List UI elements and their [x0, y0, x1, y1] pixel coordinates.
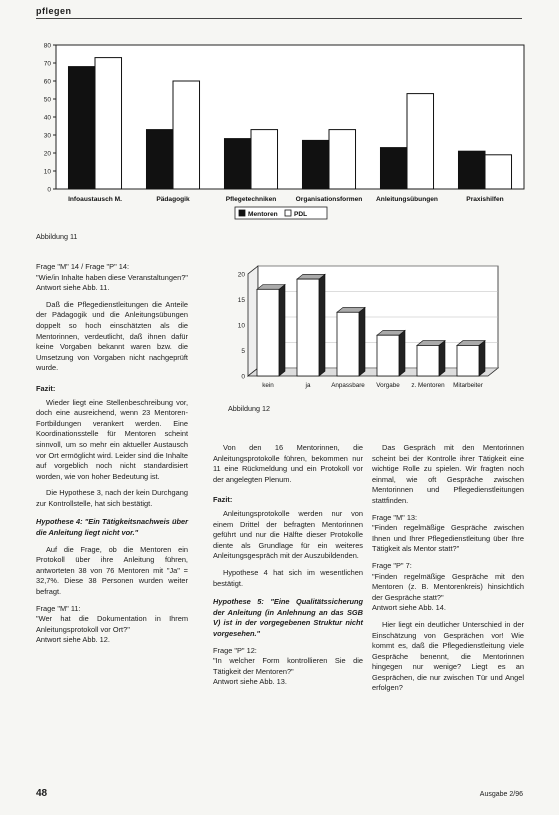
right-frage1: Frage "M" 13: — [372, 512, 418, 522]
middle-column — [213, 443, 363, 694]
bar-mentoren — [146, 130, 173, 189]
bar-side — [359, 307, 365, 376]
y-tick-label: 60 — [43, 78, 51, 86]
x-tick-label: Anpassbare — [331, 382, 365, 389]
bar-mentoren — [224, 139, 251, 189]
bar — [377, 335, 399, 376]
legend-label-pdl: PDL — [294, 211, 308, 218]
x-tick-label: Anleitungsübungen — [376, 196, 438, 203]
y-tick-label: 70 — [43, 60, 51, 68]
x-tick-label: Vorgabe — [376, 382, 400, 389]
y-tick-label: 50 — [43, 96, 51, 104]
right-question2: "Finden regelmäßige Gespräche mit den Mentoren (z. B. Mentorenkreis) hinsichtlich der Gespräche statt?" — [372, 571, 524, 602]
bar — [457, 345, 479, 376]
y-tick-label: 10 — [43, 168, 51, 176]
right-para1: Das Gespräch mit den Mentorinnen scheint bei der Kontrolle ihrer Tätigkeit eine wichtige Rolle zu spielen. Wir fragten noch einmal, wie oft Gespräche zwischen Mentorinnen und Pflegedienstleitungen stattfinden. — [372, 443, 524, 505]
y-tick-label: 15 — [237, 297, 245, 304]
x-tick-label: Pädagogik — [156, 196, 190, 203]
bar — [417, 345, 439, 376]
middle-para1: Von den 16 Mentorinnen, die Anleitungsprotokolle führen, bekommen nur 11 eine Rückmeldung und ein Protokoll vor der angelegten Plenum. — [213, 443, 363, 484]
side-wall — [248, 266, 258, 376]
right-para2: Hier liegt ein deutlicher Unterschied in der Einschätzung von Gesprächen vor! Wie kommt es, daß die Pflegedienstleitung viele Gespräche benennt, die Mentorinnen hingegen nur wenige? Liegt es an Gesprächen, die nur zwischen Tür und Angel erfolgen? — [372, 619, 524, 693]
x-tick-label: Mitarbeiter — [453, 382, 483, 389]
left-answer2: Antwort siehe Abb. 12. — [36, 635, 110, 645]
bar-pdl — [407, 94, 434, 189]
bar-side — [319, 274, 325, 376]
left-para2: Auf die Frage, ob die Mentoren ein Protokoll über ihre Anleitung führen, antworteten 38 von 76 Mentoren mit "Ja" = 32,7%. Diese 38 Personen wurden weiter befragt. — [36, 544, 188, 597]
caption-abbildung-12: Abbildung 12 — [228, 404, 270, 413]
right-question1: "Finden regelmäßige Gespräche zwischen Ihnen und Ihrer Pflegedienstleitung über Ihre Tätigkeit als Mentor statt?" — [372, 523, 524, 554]
bar-pdl — [95, 58, 122, 189]
y-tick-label: 20 — [43, 150, 51, 158]
caption-abbildung-11: Abbildung 11 — [36, 232, 78, 241]
middle-hyp5-title: Hypothese 5: "Eine Qualitätssicherung der Anleitung (in Anlehnung an das SGB V) ist in der vorgegebenen Struktur nicht vorgesehen." — [213, 597, 363, 638]
x-tick-label: Pflegetechniken — [225, 196, 277, 203]
left-hyp4-title: Hypothese 4: "Ein Tätigkeitsnachweis über die Anleitung liegt nicht vor." — [36, 517, 188, 538]
bar — [337, 312, 359, 376]
y-tick-label: 20 — [237, 271, 245, 279]
bar — [297, 279, 319, 376]
x-tick-label: Organisationsformen — [295, 196, 363, 203]
left-answer: Antwort siehe Abb. 11. — [36, 283, 110, 293]
bar-mentoren — [302, 140, 329, 189]
middle-frage: Frage "P" 12: — [213, 645, 257, 655]
chart-abbildung-11 — [30, 35, 530, 235]
right-frage2: Frage "P" 7: — [372, 560, 412, 570]
chart-abbildung-12 — [226, 262, 524, 412]
bar-side — [479, 341, 485, 376]
bar-side — [279, 285, 285, 377]
bar-mentoren — [458, 151, 485, 189]
bar-side — [439, 341, 445, 376]
left-hyp3-text: Die Hypothese 3, nach der kein Durchgang zur Kontrollstelle, hat sich bestätigt. — [36, 488, 188, 508]
middle-question: "In welcher Form kontrollieren Sie die Tätigkeit der Mentoren?" — [213, 656, 363, 676]
left-column — [36, 262, 188, 652]
left-para1: Daß die Pflegedienstleitungen die Anteile der Pädagogik und die Anleitungsübungen doppelt so hoch einschätzten als die Mentorinnen, verdeutlicht, daß ihnen dafür keine Vorgaben bekannt waren bzw. die Umsetzung von Vorgaben nicht nachgeprüft wurde. — [36, 299, 188, 373]
issue-label: Ausgabe 2/96 — [479, 791, 523, 798]
y-tick-label: 5 — [241, 348, 245, 355]
bar-pdl — [329, 130, 356, 189]
legend-swatch-mentoren — [239, 210, 245, 216]
y-tick-label: 0 — [241, 373, 245, 381]
x-tick-label: z. Mentoren — [411, 382, 445, 389]
middle-hyp4-result: Hypothese 4 hat sich im wesentlichen bestätigt. — [213, 567, 363, 588]
page-number: 48 — [36, 788, 48, 799]
x-tick-label: ja — [305, 382, 311, 389]
right-answer2: Antwort siehe Abb. 14. — [372, 603, 446, 613]
y-tick-label: 0 — [47, 186, 51, 194]
left-question: "Wie/in Inhalte haben diese Veranstaltungen?" — [36, 272, 188, 282]
middle-fazit-title: Fazit: — [213, 495, 233, 505]
y-tick-label: 40 — [43, 114, 51, 122]
legend-label-mentoren: Mentoren — [248, 211, 278, 218]
middle-fazit-text: Anleitungsprotokolle werden nur von einem Drittel der befragten Mentorinnen geführt und nur die Hälfte dieser Protokolle diente als Grundlage für ein weiteres Anleitungsgespräch mit der Auszubildenden. — [213, 508, 363, 561]
left-frage2: Frage "M" 11: — [36, 603, 81, 613]
x-tick-label: kein — [262, 382, 274, 389]
x-tick-label: Praxishilfen — [466, 196, 504, 203]
right-column — [372, 443, 524, 700]
plot-area — [56, 45, 524, 189]
left-fazit-title: Fazit: — [36, 383, 56, 393]
y-tick-label: 10 — [237, 322, 245, 330]
bar-side — [399, 330, 405, 376]
x-tick-label: Infoaustausch M. — [68, 196, 122, 203]
bar — [257, 289, 279, 376]
bar-pdl — [485, 155, 512, 189]
left-question2: "Wer hat die Dokumentation in Ihrem Anleitungsprotokoll vor Ort?" — [36, 614, 188, 634]
left-frage: Frage "M" 14 / Frage "P" 14: — [36, 262, 130, 271]
bar-mentoren — [380, 148, 407, 189]
y-tick-label: 80 — [43, 42, 51, 50]
bar-mentoren — [68, 67, 95, 189]
journal-header: pflegen — [36, 6, 72, 16]
bar-pdl — [251, 130, 278, 189]
middle-answer: Antwort siehe Abb. 13. — [213, 677, 287, 687]
legend-swatch-pdl — [285, 210, 291, 216]
header-rule — [36, 18, 522, 19]
bar-pdl — [173, 81, 200, 189]
y-tick-label: 30 — [43, 132, 51, 140]
left-fazit-text: Wieder liegt eine Stellenbeschreibung vor, doch eine ausreichend, wenn 23 Mentoren-Fortbildungen verankert werden. Eine Koordinationsstelle für Mentoren scheint sinnvoll, um so mehr ein aktueller Austausch vor Ort ermöglicht wird. Leider sind die Inhalte auf vorgeblich noch nicht standardisiert worden, wie von hoher Bedeutung ist. — [36, 397, 188, 481]
